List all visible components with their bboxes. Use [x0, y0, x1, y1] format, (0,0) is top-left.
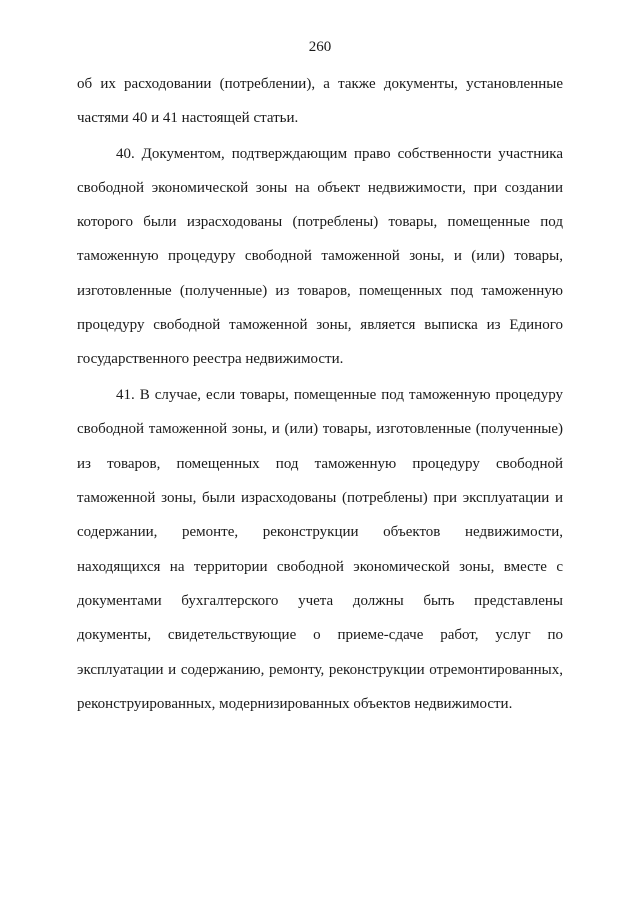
text-line: таможенной зоны, были израсходованы (потреблены) при эксплуатации и: [77, 490, 563, 506]
text-line: находящихся на территории свободной экономической зоны, вместе с: [77, 559, 563, 575]
text-line: документы, свидетельствующие о приеме-сдаче работ, услуг по: [77, 627, 563, 643]
text-line: таможенную процедуру свободной таможенной зоны, и (или) товары,: [77, 248, 563, 264]
text-line: документами бухгалтерского учета должны быть представлены: [77, 593, 563, 609]
paragraph-40-first-line: 40. Документом, подтверждающим право собственности участника: [116, 146, 563, 162]
text-line: процедуру свободной таможенной зоны, является выписка из Единого: [77, 317, 563, 333]
text-line: которого были израсходованы (потреблены) товары, помещенные под: [77, 214, 563, 230]
text-line: об их расходовании (потреблении), а также документы, установленные: [77, 76, 563, 92]
text-line: из товаров, помещенных под таможенную процедуру свободной: [77, 456, 563, 472]
text-line: государственного реестра недвижимости.: [77, 351, 344, 367]
page-number: 260: [308, 39, 332, 55]
text-line: эксплуатации и содержанию, ремонту, реконструкции отремонтированных,: [77, 662, 563, 678]
text-line: частями 40 и 41 настоящей статьи.: [77, 110, 299, 126]
text-line: изготовленные (полученные) из товаров, помещенных под таможенную: [77, 283, 563, 299]
text-line: свободной экономической зоны на объект недвижимости, при создании: [77, 180, 563, 196]
text-line: свободной таможенной зоны, и (или) товары, изготовленные (полученные): [77, 421, 563, 437]
text-line: реконструированных, модернизированных объектов недвижимости.: [77, 696, 513, 712]
paragraph-41-first-line: 41. В случае, если товары, помещенные под таможенную процедуру: [116, 387, 563, 403]
text-line: содержании, ремонте, реконструкции объектов недвижимости,: [77, 524, 563, 540]
